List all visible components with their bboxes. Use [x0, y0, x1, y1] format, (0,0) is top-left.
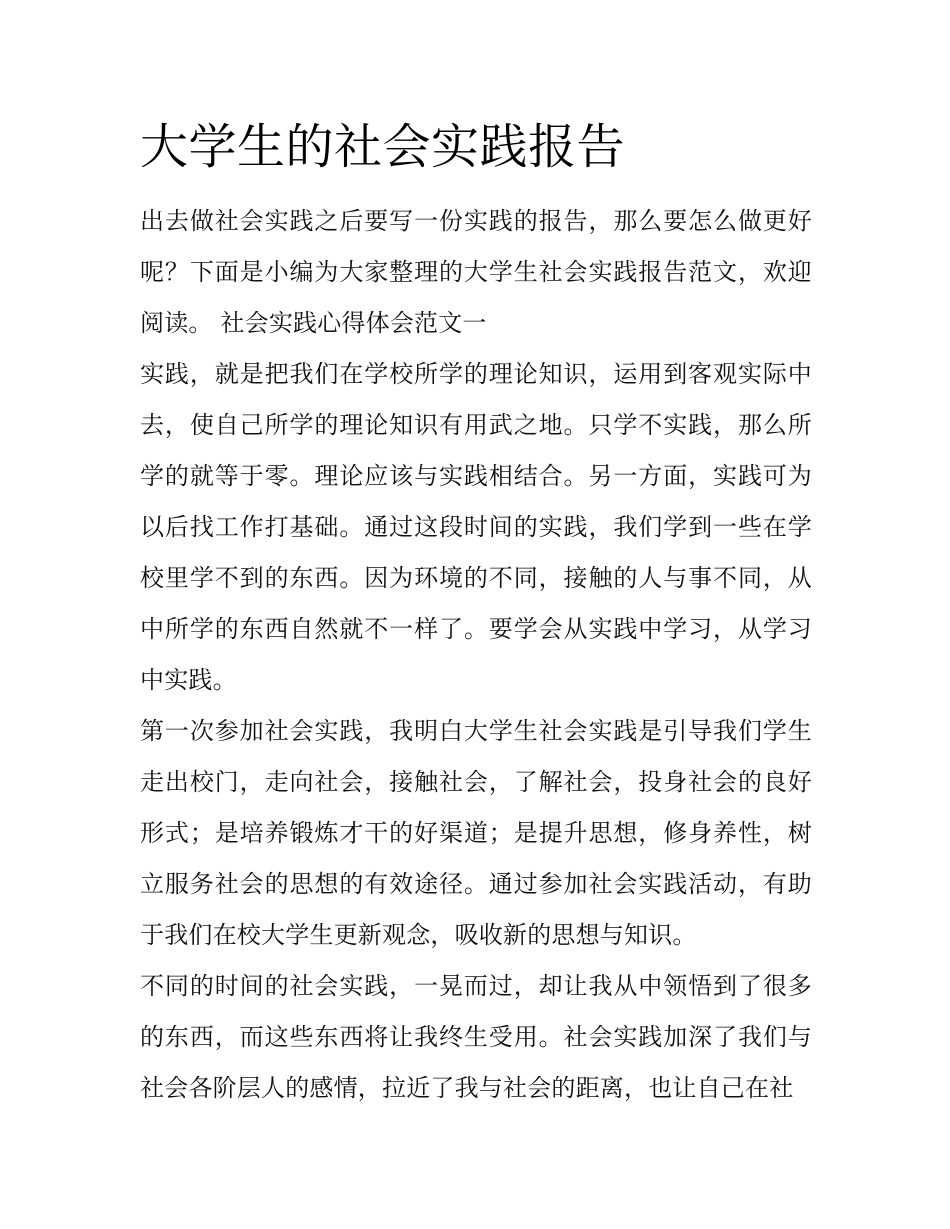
body-paragraph: 实践，就是把我们在学校所学的理论知识，运用到客观实际中去，使自己所学的理论知识有用武之地。只学不实践，那么所学的就等于零。理论应该与实践相结合。另一方面，实践可为以后找工作打基础。通过这段时间的实践，我们学到一些在学校里学不到的东西。因为环境的不同，接触的人与事不同，从中所学的东西自然就不一样了。要学会从实践中学习，从学习中实践。	[140, 360, 812, 694]
body-paragraph: 第一次参加社会实践，我明白大学生社会实践是引导我们学生走出校门，走向社会，接触社会，了解社会，投身社会的良好形式；是培养锻炼才干的好渠道；是提升思想，修身养性，树立服务社会的思想的有效途径。通过参加社会实践活动，有助于我们在校大学生更新观念，吸收新的思想与知识。	[140, 717, 812, 949]
document-title: 大学生的社会实践报告	[140, 119, 626, 175]
body-paragraph: 不同的时间的社会实践，一晃而过，却让我从中领悟到了很多的东西，而这些东西将让我终生受用。社会实践加深了我们与社会各阶层人的感情，拉近了我与社会的距离，也让自己在社	[140, 972, 812, 1102]
document-body	[140, 112, 812, 1114]
intro-paragraph: 出去做社会实践之后要写一份实践的报告，那么要怎么做更好呢？下面是小编为大家整理的大学生社会实践报告范文，欢迎阅读。 社会实践心得体会范文一	[140, 207, 812, 337]
